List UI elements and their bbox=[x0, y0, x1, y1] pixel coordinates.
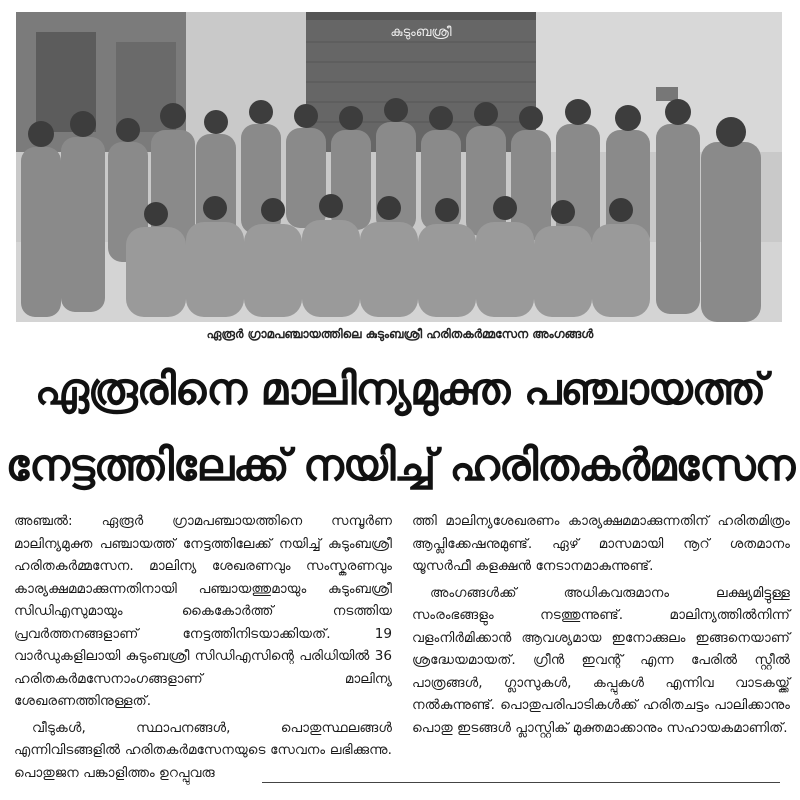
group-photo bbox=[16, 12, 782, 322]
divider-rule bbox=[262, 782, 780, 783]
building-sign: കുടുംബശ്രീ bbox=[390, 25, 452, 40]
article-paragraph: അഞ്ചൽ: ഏരൂർ ഗ്രാമപഞ്ചായത്തിനെ സമ്പൂർണ മാലിന്യമുക്ത പഞ്ചായത്ത് നേട്ടത്തിലേക്ക് നയിച്ച് കുടുംബശ്രീ ഹരിതകർമ്മസേന. മാലിന്യ ശേഖരണവും സംസ്കരണവും കാര്യക്ഷമമാക്കുന്നതിനായി പഞ്ചായത്തുമായും കുടുംബശ്രീ സിഡിഎസുമായും കൈകോർത്ത് നടത്തിയ പ്രവർത്തനങ്ങളാണ് നേട്ടത്തിനിടയാക്കിയത്. 19 വാർഡുകളിലായി കുടുംബശ്രീ സിഡിഎസിന്റെ പരിധിയിൽ 36 ഹരിതകർമസേനാംഗങ്ങളാണ് മാലിന്യ ശേഖരണത്തിനുള്ളത്. bbox=[14, 513, 392, 709]
article-column-left bbox=[14, 510, 392, 788]
article-paragraph: ത്തി മാലിന്യശേഖരണം കാര്യക്ഷമമാക്കുന്നതിന് ഹരിതമിത്രം ആപ്ലിക്കേഷനുമുണ്ട്. ഏഴ് മാസമായി നൂറ് ശതമാനം യൂസർഫീ കളക്ഷൻ നേടാനമാകുന്നുണ്ട്. bbox=[412, 513, 790, 574]
photo-caption: ഏരൂർ ഗ്രാമപഞ്ചായത്തിലെ കുടുംബശ്രീ ഹരിതകർമ്മസേന അംഗങ്ങൾ bbox=[206, 327, 594, 341]
article-paragraph: വീടുകൾ, സ്ഥാപനങ്ങൾ, പൊതുസ്ഥലങ്ങൾ എന്നിവിടങ്ങളിൽ ഹരിതകർമസേനയുടെ സേവനം ലഭിക്കുന്നു. പൊതുജന പങ്കാളിത്തം ഉറപ്പുവരു bbox=[14, 719, 392, 781]
article-column-right bbox=[412, 510, 790, 743]
headline-line-2: നേട്ടത്തിലേക്ക് നയിച്ച് ഹരിതകർമസേന bbox=[5, 440, 795, 491]
article-paragraph: അംഗങ്ങൾക്ക് അധികവരുമാനം ലക്ഷ്യമിട്ടുള്ള സംരംഭങ്ങളും നടത്തുന്നുണ്ട്. മാലിന്യത്തിൽനിന്ന് വളംനിർമിക്കാൻ ആവശ്യമായ ഇനോക്കുലം ഇങ്ങനെയാണ് ശ്രദ്ധേയമായത്. ഗ്രീൻ ഇവന്റ് എന്ന പേരിൽ സ്റ്റീൽ പാത്രങ്ങൾ, ഗ്ലാസുകൾ, കപ്പുകൾ എന്നിവ വാടകയ്ക്ക് നൽകുന്നുണ്ട്. പൊതുപരിപാടികൾക്ക് ഹരിതചട്ടം പാലിക്കാനും പൊതു ഇടങ്ങൾ പ്ലാസ്റ്റിക് മുക്തമാക്കാനും സഹായകമാണിത്. bbox=[412, 584, 790, 736]
headline-line-1: ഏരൂരിനെ മാലിന്യമുക്ത പഞ്ചായത്ത് bbox=[34, 364, 766, 415]
